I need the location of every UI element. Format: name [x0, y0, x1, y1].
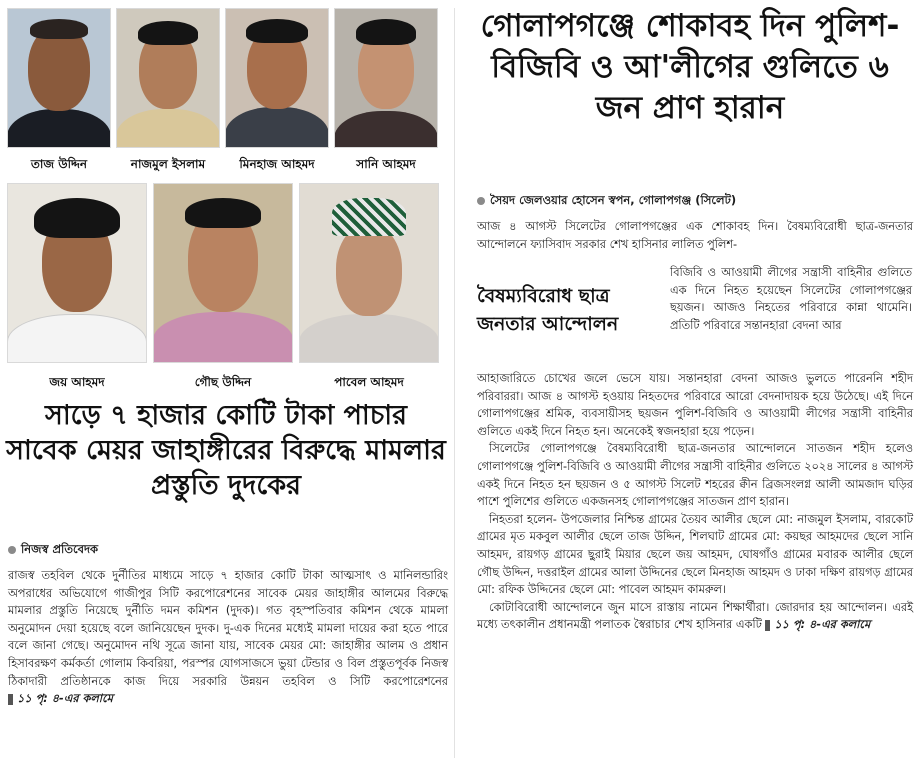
- byline-text: নিজস্ব প্রতিবেদক: [21, 542, 99, 556]
- right-article-body: [477, 370, 913, 634]
- paragraph: সিলেটের গোলাপগঞ্জে বৈষম্যবিরোধী ছাত্র-জনতার আন্দোলনে সাতজন শহীদ হলেও গোলাপগঞ্জে পুলিশ-বিজিবি ও আওয়ামী লীগের সন্ত্রাসী বাহিনীর গুলিতে ২০২৪ সালের ৪ আগস্ট একই দিনে নিহত হন ছয়জন ও ৫ আগস্ট সিলেট শহরের ক্বীন ব্রিজসংলগ্ন আলী আমজাদ ঘড়ির পাশে পুলিশের গুলিতে একজনসহ গোলাপগঞ্জের সাতজন প্রাণ হারান।: [477, 442, 913, 509]
- photo-caption: সানি আহমদ: [356, 157, 416, 171]
- continued-on-link[interactable]: ১১ পৃ: ৪-এর কলামে: [8, 692, 113, 705]
- photo-sani-ahmad: [334, 8, 438, 148]
- left-article-text: রাজস্ব তহবিল থেকে দুর্নীতির মাধ্যমে সাড়ে ৭ হাজার কোটি টাকা আত্মসাৎ ও মানিলন্ডারিং অপরাধের অভিযোগে গাজীপুর সিটি করপোরেশনের সাবেক মেয়র জাহাঙ্গীর আলমের বিরুদ্ধে মামলার প্রস্তুতি নিয়েছে দুর্নীতি দমন কমিশন (দুদক)। গত বৃহস্পতিবার কমিশন থেকে মামলা অনুমোদন দেয়া হয়েছে বলে জানিয়েছেন দুদক। দু-এক দিনের মধ্যেই মামলা দায়ের করা হতে পারে বলে জানা গেছে। অনুমোদন নথি সূত্রে জানা যায়, সাবেক মেয়র মো: জাহাঙ্গীর আলম ও প্রধান হিসাবরক্ষণ কর্মকর্তা গোলাম কিবরিয়া, পরস্পর যোগসাজসে ভুয়া টেন্ডার ও বিল প্রস্তুতপূর্বক নিজস্ব ঠিকাদারী প্রতিষ্ঠানকে কাজ দিয়ে সরকারি উন্নয়ন তহবিল ও সিটি করপোরেশনের: [8, 569, 448, 688]
- photo-caption: নাজমুল ইসলাম: [130, 157, 206, 171]
- bullet-icon: [8, 546, 16, 554]
- paragraph: আহাজারিতে চোখের জলে ভেসে যায়। সন্তানহারা বেদনা আজও ভুলতে পারেননি শহীদ পরিবাররা। আজ ৪ আগস্ট হওয়ায় নিহতদের পরিবারে আরো বেদনাদায়ক হয়ে উঠেছে। এই দিনে গোলাপগঞ্জের শ্রমিক, ব্যবসায়ীসহ ছয়জন পুলিশ-বিজিবি ও আওয়ামী লীগের সন্ত্রাসী বাহিনীর গুলিতে একই দিনে নিহত হন। অনেকেই স্বজনহারা হয়ে পড়েন।: [477, 372, 913, 438]
- photo-minhaj-ahmad: [225, 8, 329, 148]
- photo-caption: মিনহাজ আহমদ: [239, 157, 315, 171]
- photo-caption: গৌছ উদ্দিন: [194, 375, 252, 389]
- byline-text: সৈয়দ জেলওয়ার হোসেন স্বপন, গোলাপগঞ্জ (সিলেট): [490, 193, 737, 207]
- photo-nazmul-islam: [116, 8, 220, 148]
- photo-joy-ahmad: [7, 183, 147, 363]
- photo-caption: জয় আহমদ: [49, 375, 105, 389]
- continued-on-link[interactable]: ১১ পৃ: ৪-এর কলামে: [765, 618, 870, 631]
- photo-taj-uddin: [7, 8, 111, 148]
- right-article-headline: গোলাপগঞ্জে শোকাবহ দিন পুলিশ-বিজিবি ও আ'লীগের গুলিতে ৬ জন প্রাণ হারান: [480, 8, 900, 126]
- paragraph: নিহতরা হলেন- উপজেলার নিশ্চিন্ত গ্রামের তৈয়ব আলীর ছেলে মো: নাজমুল ইসলাম, বারকোট গ্রামের মৃত মকবুল আলীর ছেলে তাজ উদ্দিন, শিলঘাট গ্রামের মো: কয়ছর আহমদের ছেলে সানি আহমদ, রায়গড় গ্রামের ছুরাই মিয়ার ছেলে জয় আহমদ, ঘোষগাঁও গ্রামের মবারক আলীর ছেলে গৌছ উদ্দিন, দত্তরাইল গ্রামের আলা উদ্দিনের ছেলে মিনহাজ আহমদ ও ঢাকা দক্ষিণ রায়গড় গ্রামের মো: রফিক উদ্দিনের ছেলে মো: পাবেল আহমদ কামরুল।: [477, 512, 913, 597]
- photo-gous-uddin: [153, 183, 293, 363]
- jump-bar-icon: [8, 694, 13, 705]
- left-article-headline: সাড়ে ৭ হাজার কোটি টাকা পাচার সাবেক মেয়র জাহাঙ্গীরের বিরুদ্ধে মামলার প্রস্তুতি দুদকের: [6, 400, 446, 502]
- paragraph: কোটাবিরোধী আন্দোলনে জুন মাসে রাস্তায় নামেন শিক্ষার্থীরা। জোরদার হয় আন্দোলন। এরই মধ্যে তৎকালীন প্রধানমন্ত্রী পলাতক স্বৈরাচার শেখ হাসিনার একটি ১১ পৃ: ৪-এর কলামে: [477, 600, 913, 632]
- right-article-float-text: বিজিবি ও আওয়ামী লীগের সন্ত্রাসী বাহিনীর গুলিতে এক দিনে নিহত হয়েছেন সিলেটের গোলাপগঞ্জের ছয়জন। আজও নিহতের পরিবারে কান্না থামেনি। প্রতিটি পরিবারে সন্তানহারা বেদনা আর: [670, 266, 912, 332]
- right-article-subhead: বৈষম্যবিরোধ ছাত্র জনতার আন্দোলন: [477, 285, 619, 335]
- photo-caption: পাবেল আহমদ: [334, 375, 404, 389]
- right-article-intro: আজ ৪ আগস্ট সিলেটের গোলাপগঞ্জের এক শোকাবহ দিন। বৈষম্যবিরোধী ছাত্র-জনতার আন্দোলনে ফ্যাসিবাদ সরকার শেখ হাসিনার লালিত পুলিশ-: [477, 220, 913, 251]
- right-article-byline: [477, 192, 736, 211]
- photo-pabel-ahmad: [299, 183, 439, 363]
- left-article-body: [8, 567, 448, 708]
- bullet-icon: [477, 197, 485, 205]
- jump-bar-icon: [765, 620, 770, 631]
- photo-caption: তাজ উদ্দিন: [30, 157, 88, 171]
- column-divider: [454, 8, 455, 758]
- left-article-byline: [8, 541, 98, 560]
